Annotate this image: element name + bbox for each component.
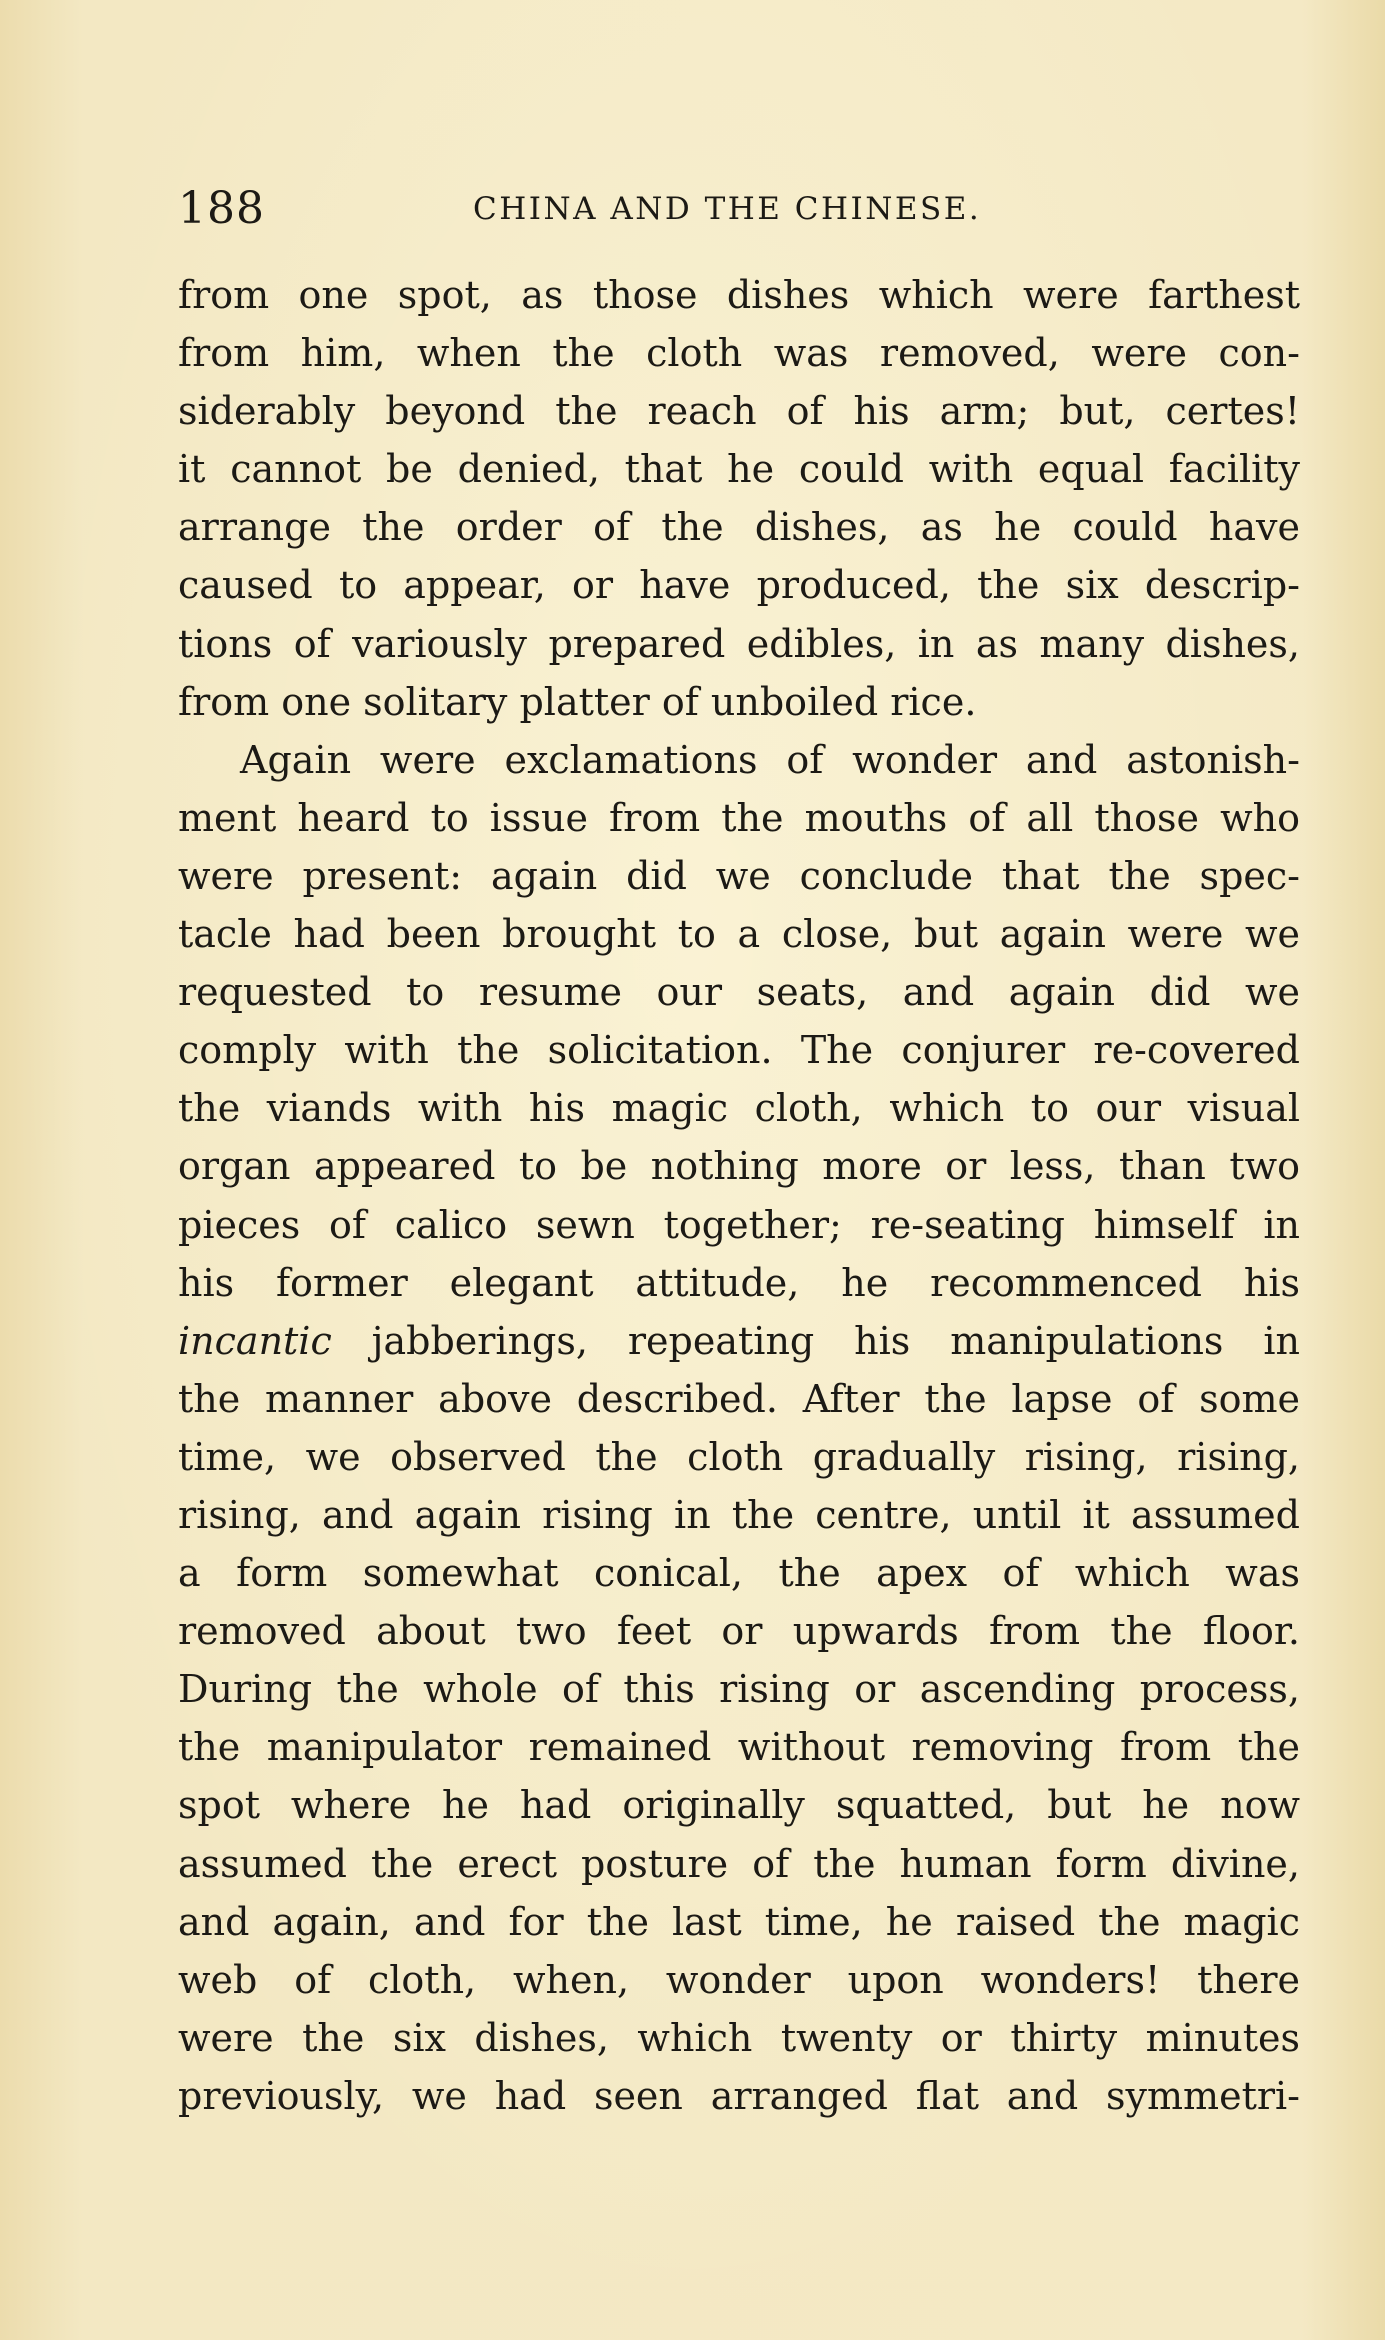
text-line: it cannot be denied, that he could with equal facility	[178, 447, 1300, 492]
text-line: from one solitary platter of unboiled rice.	[178, 679, 977, 724]
text-line: his former elegant attitude, he recommenced his	[178, 1260, 1300, 1305]
text-line: and again, and for the last time, he raised the magic	[178, 1899, 1300, 1944]
text-line: siderably beyond the reach of his arm; but, certes!	[178, 389, 1300, 434]
text-line: tions of variously prepared edibles, in as many dishes,	[178, 621, 1300, 666]
text-line-with-italic	[178, 1312, 1300, 1370]
text-line: removed about two feet or upwards from the floor.	[178, 1609, 1300, 1654]
text-line: comply with the solicitation. The conjurer re-covered	[178, 1028, 1300, 1073]
paragraph-start-line: Again were exclamations of wonder and astonish-	[240, 737, 1300, 782]
text-line: were the six dishes, which twenty or thirty minutes	[178, 2015, 1300, 2060]
text-line: the manner above described. After the lapse of some	[178, 1376, 1300, 1421]
text-line: rising, and again rising in the centre, until it assumed	[178, 1492, 1300, 1537]
running-title: CHINA AND THE CHINESE.	[473, 191, 982, 227]
text-line: organ appeared to be nothing more or less, than two	[178, 1144, 1300, 1189]
text-line: web of cloth, when, wonder upon wonders! there	[178, 1957, 1300, 2002]
text-line: tacle had been brought to a close, but again were we	[178, 912, 1300, 957]
italic-word: incantic	[178, 1318, 332, 1363]
text-line: from one spot, as those dishes which were farthest	[178, 273, 1300, 317]
text-line: time, we observed the cloth gradually rising, rising,	[178, 1434, 1300, 1479]
text-line: were present: again did we conclude that the spec-	[178, 853, 1300, 898]
line-remainder: jabberings, repeating his manipulations in	[331, 1318, 1300, 1363]
text-line: the viands with his magic cloth, which to our visual	[178, 1086, 1300, 1131]
text-line: a form somewhat conical, the apex of which was	[178, 1551, 1300, 1596]
body-text	[178, 266, 1300, 2125]
page-number: 188	[178, 183, 265, 234]
text-line: previously, we had seen arranged flat and symmetri-	[178, 2073, 1300, 2118]
text-line: caused to appear, or have produced, the six descrip-	[178, 563, 1300, 608]
text-line: spot where he had originally squatted, but he now	[178, 1783, 1300, 1828]
text-line: assumed the erect posture of the human form divine,	[178, 1841, 1300, 1886]
text-line: ment heard to issue from the mouths of all those who	[178, 795, 1300, 840]
text-line: the manipulator remained without removing from the	[178, 1725, 1300, 1770]
text-line: pieces of calico sewn together; re-seating himself in	[178, 1202, 1300, 1247]
text-line: requested to resume our seats, and again did we	[178, 970, 1300, 1015]
text-line: arrange the order of the dishes, as he could have	[178, 505, 1300, 550]
text-line: During the whole of this rising or ascending process,	[178, 1667, 1300, 1712]
running-head	[178, 183, 1298, 243]
text-line: from him, when the cloth was removed, were con-	[178, 331, 1300, 376]
